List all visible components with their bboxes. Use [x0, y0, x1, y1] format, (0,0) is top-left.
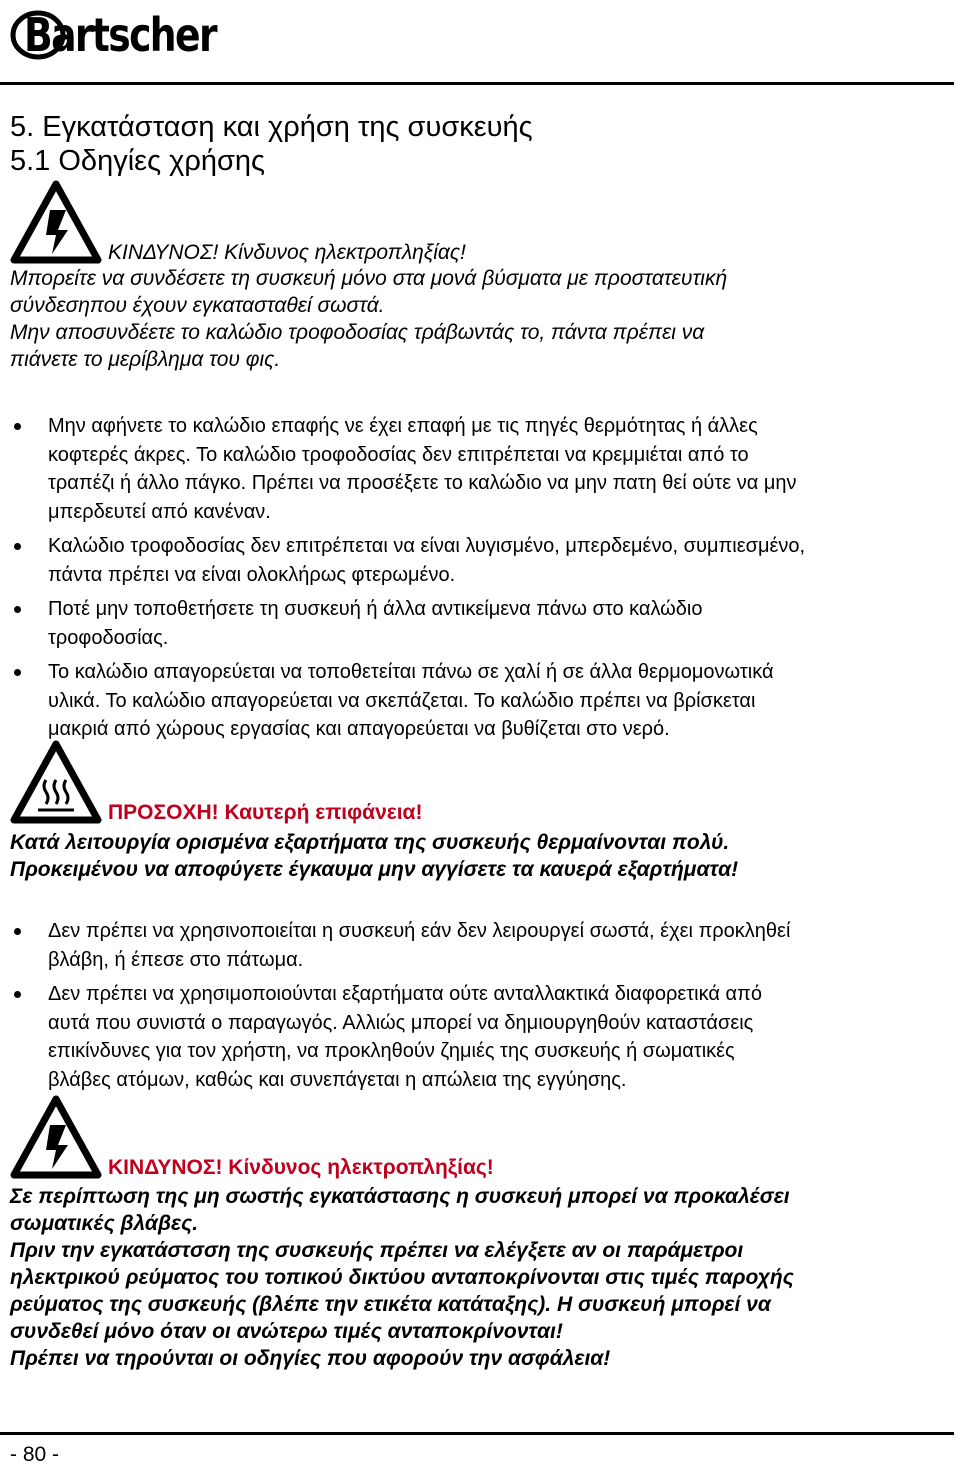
warning-line: Προκειμένου να αποφύγετε έγκαυμα μην αγγίσετε τα καυερά εξαρτήματα! — [10, 858, 739, 881]
warning-line: ρεύματος της συσκευής (βλέπε την ετικέτα κατάταξης). Η συσκευή μπορεί να — [10, 1293, 771, 1316]
warning-line: συνδεθεί μόνο όταν οι ανώτερω τιμές ανταποκρίνονται! — [10, 1320, 563, 1343]
section-heading: 5. Εγκατάσταση και χρήση της συσκευής — [10, 111, 533, 143]
list-item: Καλώδιο τροφοδοσίας δεν επιτρέπεται να είναι λυγισμένο, μπερδεμένο, συμπιεσμένο, πάντα πρέπει να είναι ολοκλήρως φτερωμένο. — [10, 532, 955, 589]
warning-line: σύνδεσηπου έχουν εγκατασταθεί σωστά. — [10, 294, 385, 317]
list-item: Δεν πρέπει να χρησινοποιείται η συσκευή εάν δεν λειρουργεί σωστά, έχει προκληθεί βλάβη, ή έπεσε στο πάτωμα. — [10, 917, 955, 974]
bullet-icon — [14, 423, 21, 430]
bullet-icon — [14, 543, 21, 550]
bullet-icon — [14, 606, 21, 613]
warning-text-electric-2 — [10, 1183, 950, 1372]
warning-text-hot-surface — [10, 829, 950, 883]
bullet-icon — [14, 669, 21, 676]
bullet-list-usage — [10, 917, 955, 1094]
warning-line: Σε περίπτωση της μη σωστής εγκατάστασης η συσκευή μπορεί να προκαλέσει — [10, 1185, 790, 1208]
warning-line: Μπορείτε να συνδέσετε τη συσκευή μόνο στα μονά βύσματα με προστατευτική — [10, 267, 728, 290]
electric-shock-warning-icon — [10, 1095, 102, 1179]
list-item: Το καλώδιο απαγορεύεται να τοποθετείται πάνω σε χαλί ή σε άλλα θερμομονωτικά υλικά. Το καλώδιο απαγορεύεται να σκεπάζεται. Το καλώδιο πρέπει να βρίσκεται μακριά από χώρους εργασίας και απαγορεύεται να βυθίζεται στο νερό. — [10, 658, 955, 744]
brand-name: Bartscher — [24, 8, 216, 62]
warning-title-electric-2: ΚΙΝΔΥΝΟΣ! Κίνδυνος ηλεκτροπληξίας! — [108, 1156, 494, 1179]
warning-line: σωματικές βλάβες. — [10, 1212, 199, 1235]
subsection-heading: 5.1 Οδηγίες χρήσης — [10, 145, 265, 177]
warning-line: Κατά λειτουργία ορισμένα εξαρτήματα της συσκευής θερμαίνονται πολύ. — [10, 831, 730, 854]
bullet-list-cable — [10, 412, 955, 744]
warning-line: Μην αποσυνδέετε το καλώδιο τροφοδοσίας τράβωντάς το, πάντα πρέπει να — [10, 321, 705, 344]
warning-title-electric-1: ΚΙΝΔΥΝΟΣ! Κίνδυνος ηλεκτροπληξίας! — [108, 241, 466, 264]
bullet-icon — [14, 991, 21, 998]
list-item: Δεν πρέπει να χρησιμοποιούνται εξαρτήματα ούτε ανταλλακτικά διαφορετικά από αυτά που συνιστά ο παραγωγός. Αλλιώς μπορεί να δημιουργηθούν καταστάσεις επικίνδυνες για τον χρήστη, να προκληθούν ζημιές της συσκευής ή σωματικές βλάβες ατόμων, καθώς και συνεπάγεται η απώλεια της εγγύησης. — [10, 980, 955, 1094]
warning-text-electric-1 — [10, 265, 950, 373]
bartscher-logo — [10, 6, 230, 68]
warning-line: πιάνετε το μερίβλημα του φις. — [10, 348, 281, 371]
bullet-icon — [14, 928, 21, 935]
hot-surface-warning-icon — [10, 740, 102, 824]
warning-title-hot-surface: ΠΡΟΣΟΧΗ! Καυτερή επιφάνεια! — [108, 801, 423, 824]
electric-shock-warning-icon — [10, 180, 102, 264]
warning-line: Πριν την εγκατάστσση της συσκευής πρέπει να ελέγξετε αν οι παράμετροι — [10, 1239, 744, 1262]
warning-line: Πρέπει να τηρούνται οι οδηγίες που αφορούν την ασφάλεια! — [10, 1347, 611, 1370]
list-item: Μην αφήνετε το καλώδιο επαφής νε έχει επαφή με τις πηγές θερμότητας ή άλλες κοφτερές άκρες. Το καλώδιο τροφοδοσίας δεν επιτρέπεται να κρεμμιέται από το τραπέζι ή άλλο πάγκο. Πρέπει να προσέξετε το καλώδιο να μην πατη θεί ούτε να μην μπερδευτεί από κανέναν. — [10, 412, 955, 526]
footer-rule — [0, 1432, 954, 1435]
page-number: - 80 - — [10, 1443, 60, 1466]
header-rule — [0, 82, 954, 85]
warning-line: ηλεκτρικού ρεύματος του τοπικού δικτύου ανταποκρίνονται στις τιμές παροχής — [10, 1266, 794, 1289]
list-item: Ποτέ μην τοποθετήσετε τη συσκευή ή άλλα αντικείμενα πάνω στο καλώδιο τροφοδοσίας. — [10, 595, 955, 652]
